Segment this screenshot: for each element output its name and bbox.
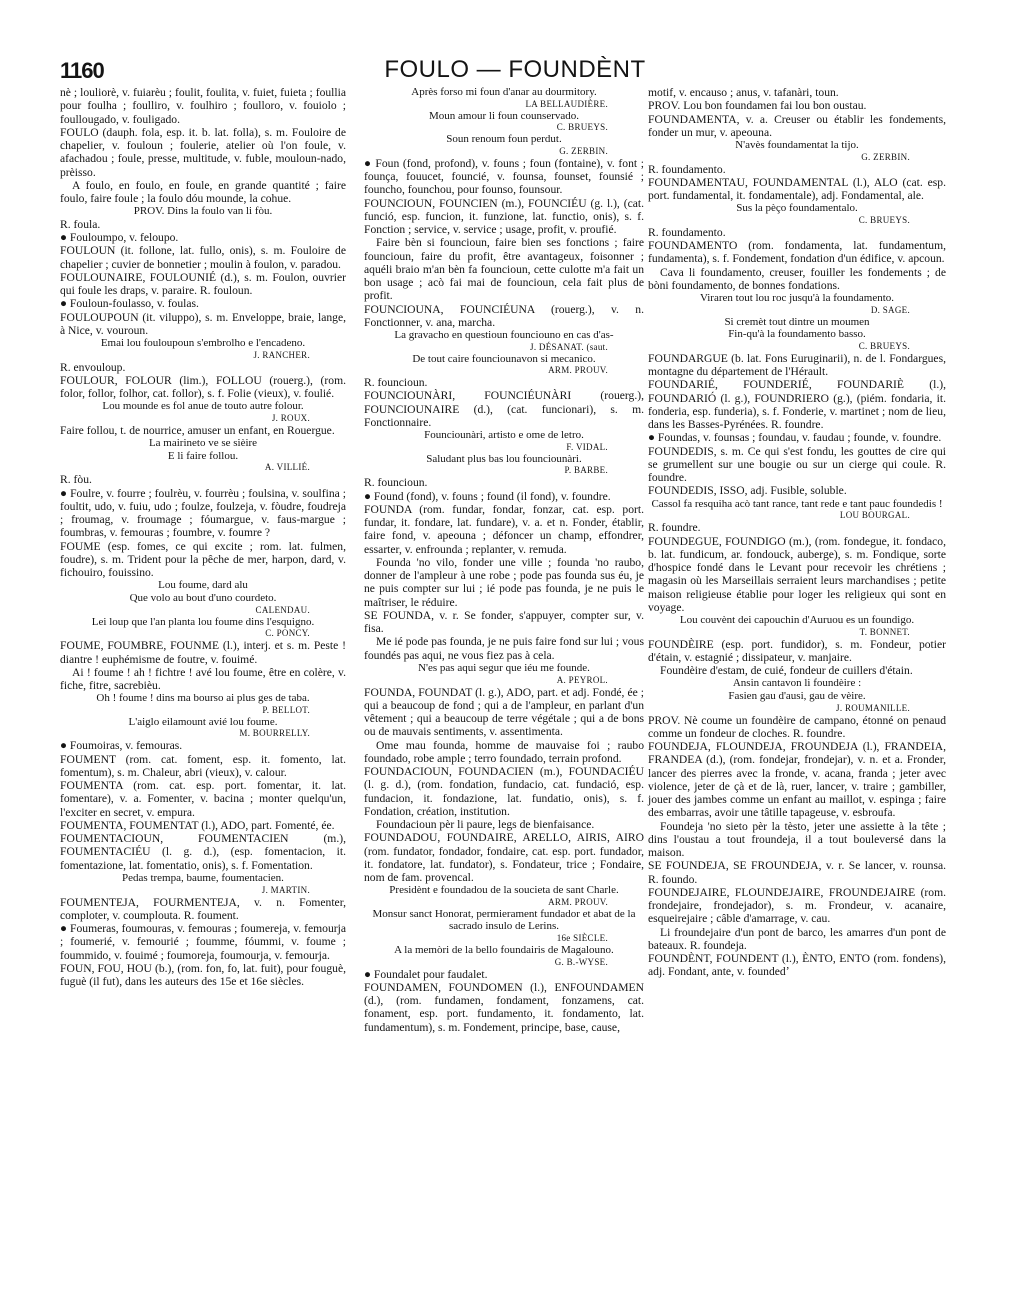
dictionary-entry: Li froundejaire d'un pont de barco, les amarres d'un pont de bateaux. R. foundeja. <box>648 925 946 952</box>
dictionary-entry: FOUNDARGUE (b. lat. Fons Euruginarii), n. de l. Fondargues, montagne du département de l'Hérault. <box>648 351 946 379</box>
quotation-attribution: J. ROUMANILLE. <box>836 702 910 713</box>
dictionary-entry: FOUNDA (rom. fundar, fondar, fonzar, cat. esp. port. fundar, it. fondare, lat. fundare), v. a. et n. Fonder, établir, faire fond, v. apeouna ; défoncer un champ, effondrer, essarter, v. enfrounda ; replanter, v. remuda. <box>364 502 644 556</box>
quotation-line: Viraren tout lou roc jusqu'à la foundamento. <box>699 292 895 305</box>
dictionary-entry: R. envouloup. <box>60 360 126 374</box>
quotation-line: Si cremèt tout dintre un moumen <box>724 315 870 328</box>
dictionary-entry: FOUNDARIÉ, FOUNDERIÉ, FOUNDARIÈ (l.), FOUNDARIÓ (l. g.), FOUNDRIERO (g.), (piém. fondaria, it. fonderia, esp. funderia), s. f. Fonderie, v. martinet ; nom de lieu, dans les Basses-Pyrénées. R. foundre. <box>648 378 946 432</box>
quotation-attribution: A. PEYROL. <box>556 674 608 685</box>
dictionary-entry: motif, v. encauso ; anus, v. tafanàri, toun. <box>648 86 839 99</box>
dictionary-entry: Founda 'no vilo, fonder une ville ; founda 'no raubo, donner de l'ampleur à une robe ; pode pas founda sus éu, je ne puis compter sur lui ; ié pode pas founda, je ne puis le maîtriser, le réduire. <box>364 555 644 609</box>
quotation-attribution: G. B.-WYSE. <box>554 956 608 967</box>
dictionary-entry: ● Foundas, v. founsas ; foundau, v. faudau ; founde, v. foundre. <box>648 431 942 445</box>
dictionary-entry: FOUMENTA, FOUMENTAT (l.), ADO, part. Fomenté, ée. <box>60 818 335 832</box>
quotation-attribution: J. DÉSANAT. (saut. <box>530 341 608 352</box>
page-number: 1160 <box>60 58 104 83</box>
dictionary-entry: Cava li foundamento, creuser, fouiller les fondements ; de bòni foundamento, de bonnes fondations. <box>648 265 946 292</box>
quotation-attribution: C. PONCY. <box>265 628 310 639</box>
quotation-line: E li faire follou. <box>167 449 239 462</box>
text-column-3 <box>648 86 946 979</box>
quotation-attribution: P. BARBE. <box>564 465 608 476</box>
dictionary-entry: A foulo, en foulo, en foule, en grande quantité ; faire foulo, faire foule ; la foulo dóu mounde, la cohue. <box>60 178 346 205</box>
dictionary-entry: FOUNCIOUN, FOUNCIEN (m.), FOUNCIÉU (g. l.), (cat. funció, esp. funcion, it. funzione, lat. functio, onis), s. f. Fonction ; service, v. service ; usage, profit, v. proufié. <box>364 196 644 237</box>
dictionary-entry: FOUNDAMENTO (rom. fondamenta, lat. fundamentum, fundamenta), s. f. Fondement, fondation d'un édifice, v. apcoun. <box>648 239 946 266</box>
quotation-line: La mairineto ve se sièire <box>148 437 258 450</box>
dictionary-entry: FOUNDEGUE, FOUNDIGO (m.), (rom. fondegue, it. fondaco, b. lat. fundicum, ar. fondouck, auberge), s. m. Fondique, sorte d'hospice fondé dans le Levant pour recevoir les chrétiens ; magasin où les Marseillais serraient leurs marchandises ; petite maison religieuse établie pour loger les religieux qui sont en voyage. <box>648 534 946 614</box>
dictionary-entry: FOULOUN (it. follone, lat. fullo, onis), s. m. Fouloire de chapelier ; cuvier de bonnetier ; moulin à foulon, v. paradou. <box>60 244 346 271</box>
quotation-attribution: D. SAGE. <box>870 304 910 315</box>
quotation-line: A la memòri de la bello foundairis de Magalouno. <box>394 944 614 957</box>
dictionary-entry: R. founcioun. <box>364 376 428 390</box>
dictionary-entry: ● Foumoiras, v. femouras. <box>60 739 183 753</box>
dictionary-entry: FOUN, FOU, HOU (b.), (rom. fon, fo, lat. fuit), pour fouguè, fuguè (il fut), dans les auteurs des 15e et 16e siècles. <box>60 961 346 989</box>
dictionary-entry: R. foula. <box>60 217 101 231</box>
quotation-attribution: 16e SIÈCLE. <box>556 933 608 944</box>
dictionary-entry: FOUMENTEJA, FOURMENTEJA, v. n. Fomenter, comploter, v. coumplouta. R. foument. <box>60 895 346 922</box>
dictionary-entry: FOUNDAMENTAU, FOUNDAMENTAL (l.), ALO (cat. esp. port. fundamental, it. fondamentale), adj. Fondamental, ale. <box>648 175 946 203</box>
dictionary-entry: FOUNCIOUNA, FOUNCIÉUNA (rouerg.), v. n. Fonctionner, v. ana, marcha. <box>364 302 644 329</box>
dictionary-entry: ● Fouloun-foulasso, v. foulas. <box>60 297 199 311</box>
dictionary-entry: Me ié pode pas founda, je ne puis faire fond sur lui ; vous foundés pas aqui, ne vous fiez pas à cela. <box>364 635 644 662</box>
dictionary-entry: FOUNCIOUNÀRI, FOUNCIÉUNÀRI (rouerg.), FOUNCIOUNAIRE (d.), (cat. funcionari), s. m. Fonctionnaire. <box>364 389 644 429</box>
quotation-line: N'es pas aqui segur que iéu me founde. <box>418 661 590 674</box>
dictionary-entry: R. foundamento. <box>648 225 726 239</box>
running-head: FOULO — FOUNDÈNT <box>384 56 646 83</box>
dictionary-entry: FOUNDÈIRE (esp. port. fundidor), s. m. Fondeur, potier d'étain, v. estagnié ; dissipateur, v. manjaire. <box>648 637 946 664</box>
dictionary-entry: Ome mau founda, homme de mauvaise foi ; raubo foundado, robe ample ; terro foundado, terrain profond. <box>364 738 644 765</box>
dictionary-entry: FOUNDEDIS, s. m. Ce qui s'est fondu, les gouttes de cire qui se grumellent sur une bougie ou sur un cierge qui coule. R. foundre. <box>648 444 946 485</box>
quotation-line: Presidènt e foundadou de la soucieta de sant Charle. <box>389 884 619 897</box>
quotation-attribution: T. BONNET. <box>859 626 910 637</box>
quotation-line: Ansin cantavon li foundèire : <box>732 677 862 690</box>
dictionary-entry: FOUME (esp. fomes, ce qui excite ; rom. lat. fulmen, foudre), s. m. Trident pour la pêche de mer, harpon, dard, v. fichouiro, fouissino. <box>60 539 346 580</box>
quotation-line: Fin-qu'à la foundamento basso. <box>728 328 866 341</box>
quotation-line: PROV. Dins la foulo van li fòu. <box>133 205 273 218</box>
dictionary-entry: SE FOUNDEJA, SE FROUNDEJA, v. r. Se lancer, v. rounsa. R. foundo. <box>648 859 946 886</box>
text-column-1 <box>60 86 346 988</box>
quotation-attribution: P. BELLOT. <box>262 704 310 715</box>
quotation-line: Monsur sanct Honorat, permierament fundador et abat de la sacrado insulo de Lerins. <box>372 907 636 933</box>
dictionary-entry: FOUNDEJAIRE, FLOUNDEJAIRE, FROUNDEJAIRE (rom. frondejaire, frondejador), s. m. Frondeur, v. acanaire, esqueirejaire ; câble d'amarrage, v. cau. <box>648 885 946 926</box>
quotation-line: Lou foume, dard alu <box>158 579 248 592</box>
quotation-attribution: J. ROUX. <box>271 413 310 424</box>
quotation-attribution: LA BELLAUDIÈRE. <box>525 98 608 109</box>
text-column-2 <box>364 86 644 1034</box>
quotation-line: Lou couvènt dei capouchin d'Auruou es un foundigo. <box>679 614 915 627</box>
quotation-line: La gravacho en questioun founciouno en cas d'as- <box>394 329 614 342</box>
dictionary-entry: R. foundre. <box>648 521 701 535</box>
quotation-line: Saludant plus bas lou founciounàri. <box>426 452 582 465</box>
quotation-attribution: C. BRUEYS. <box>556 122 608 133</box>
dictionary-entry: Faire bèn si founcioun, faire bien ses fonctions ; faire founcioun, faire du profit, être avantageux, foisonner ; aquéli braio m'an bèn fa founcioun, cette culotte m'a fait un bon usage ; acò fai mai de founcioun, cela fait plus de profit. <box>364 236 644 303</box>
quotation-line: N'avès foundamentat la tijo. <box>735 139 859 151</box>
dictionary-entry: FOUNDA, FOUNDAT (l. g.), ADO, part. et adj. Fondé, ée ; qui a beaucoup de fond ; qui a de l'ampleur, en parlant d'un vêtement ; qui a beaucoup de terre végétale ; qui a de bons ou de mauvais sentiments, v. assentimenta. <box>364 685 644 739</box>
dictionary-entry: FOUMENTA (rom. cat. esp. port. fomentar, it. lat. fomentare), v. a. Fomenter, v. bacina ; monter quelqu'un, l'exciter en secret, v. empura. <box>60 779 346 819</box>
quotation-line: Emai lou fouloupoun s'embrolho e l'encadeno. <box>100 337 306 350</box>
quotation-line: Founciounàri, artisto e ome de letro. <box>424 429 584 442</box>
dictionary-entry: nè ; louliorè, v. fuiarèu ; foulit, foulita, v. fuiet, fuieta ; foullia pour foulha ; foulliro, v. foulhiro ; foulloro, v. fouiolo ; foullougado, v. fouligado. <box>60 86 346 126</box>
dictionary-entry: FOULOUNAIRE, FOULOUNIÉ (d.), s. m. Foulon, ouvrier qui foule les draps, v. paraire. R. fouloun. <box>60 270 346 298</box>
dictionary-entry: ● Foundalet pour faudalet. <box>364 967 488 981</box>
quotation-attribution: C. BRUEYS. <box>858 214 910 225</box>
quotation-line: Après forso mi foun d'anar au dourmitory. <box>411 86 597 98</box>
dictionary-entry: Foundacioun pèr li paure, legs de bienfaisance. <box>376 818 595 831</box>
quotation-line: L'aiglo eilamount avié lou foume. <box>128 715 278 728</box>
dictionary-entry: Foundeja 'no sieto pèr la tèsto, jeter une assiette à la tête ; dins l'oustau a tout froundeja, il a tout bouleversé dans la maison. <box>648 819 946 860</box>
quotation-line: Fasien gau d'ausi, gau de vèire. <box>728 690 866 702</box>
dictionary-entry: FOULOUR, FOLOUR (lim.), FOLLOU (rouerg.), (rom. folor, follor, folhor, cat. follor), s. f. Folie (vieux), v. foulié. <box>60 373 346 401</box>
dictionary-entry: FOUNDAMENTA, v. a. Creuser ou établir les fondements, fonder un mur, v. apeouna. <box>648 112 946 139</box>
dictionary-entry: ● Fouloumpo, v. feloupo. <box>60 231 179 245</box>
dictionary-entry: PROV. Nè coume un foundèire de campano, étonné on penaud comme un fondeur de cloches. R. foundre. <box>648 713 946 740</box>
dictionary-entry: PROV. Lou bon foundamen fai lou bon oustau. <box>648 99 867 113</box>
dictionary-entry: FOUME, FOUMBRE, FOUNME (l.), interj. et s. m. Peste ! diantre ! euphémisme de foutre, v. fouimé. <box>60 639 346 666</box>
quotation-line: Cassol fa resquiha acò tant rance, tant rede e tant pauc foundedis ! <box>651 497 943 510</box>
dictionary-entry: FOUNDACIOUN, FOUNDACIEN (m.), FOUNDACIÉU (l. g. d.), (rom. fondation, fundacio, cat. fundació, esp. fundacion, it. fondazione, lat. fundatio, onis), s. f. Fondation, création, institution. <box>364 765 644 818</box>
quotation-attribution: G. ZERBIN. <box>861 151 910 162</box>
dictionary-entry: Ai ! foume ! ah ! fichtre ! avé lou foume, être en colère, v. fiche, fitre, sacrebièu. <box>60 665 346 692</box>
dictionary-entry: FOUNDEDIS, ISSO, adj. Fusible, soluble. <box>648 484 847 498</box>
quotation-attribution: F. VIDAL. <box>566 441 608 452</box>
quotation-attribution: G. ZERBIN. <box>559 145 608 156</box>
dictionary-entry: SE FOUNDA, v. r. Se fonder, s'appuyer, compter sur, v. fisa. <box>364 608 644 636</box>
dictionary-entry: R. foundamento. <box>648 162 726 176</box>
dictionary-entry: ● Found (fond), v. founs ; found (il fond), v. foundre. <box>364 489 611 503</box>
quotation-attribution: C. BRUEYS. <box>858 340 910 351</box>
quotation-attribution: J. MARTIN. <box>261 884 310 895</box>
dictionary-entry: R. founcioun. <box>364 476 428 490</box>
dictionary-entry: Foundèire d'estam, de cuié, fondeur de cuillers d'étain. <box>660 664 913 678</box>
quotation-line: Moun amour li foun counservado. <box>429 109 579 122</box>
quotation-attribution: CALENDAU. <box>255 604 310 615</box>
dictionary-entry: FOUNDAMEN, FOUNDOMEN (l.), ENFOUNDAMEN (d.), (rom. fundamen, fondament, fonzamens, cat. fonament, esp. port. fundamento, it. fondamento, lat. fundamentum), s. m. Fondement, principe, base, cause, <box>364 980 644 1034</box>
dictionary-entry: Faire follou, t. de nourrice, amuser un enfant, en Rouergue. <box>60 424 335 438</box>
dictionary-entry: ● Foumeras, foumouras, v. femouras ; foumereja, v. femourja ; foumerié, v. femourié ; foumme, fóummi, v. foume ; foummido, v. fouimé ; foumoreja, foumourja, v. femourja. <box>60 922 346 962</box>
quotation-line: Lou mounde es fol anue de touto autre folour. <box>102 400 304 413</box>
dictionary-entry: R. fòu. <box>60 473 92 487</box>
quotation-line: Oh ! foume ! dins ma bourso ai plus ges de taba. <box>96 692 310 705</box>
dictionary-entry: FOUNDEJA, FLOUNDEJA, FROUNDEJA (l.), FRANDEIA, FRANDEA (d.), (rom. fondejar, frondejar), v. n. et a. Fronder, lancer des pierres avec la fronde, v. acana, franda ; jeter avec violence, jeter de çà et de là, ruer, lancer, v. traire ; gambiller, jouer des jambes comme un enfant au maillot, v. espinga ; faire des embarras, avoir une tâtille tapageuse, v. esbroufa. <box>648 740 946 820</box>
quotation-attribution: ARM. PROUV. <box>548 365 608 376</box>
quotation-line: Pedas trempa, baume, foumentacien. <box>122 871 284 884</box>
quotation-attribution: ARM. PROUV. <box>548 896 608 907</box>
quotation-line: Que volo au bout d'uno courdeto. <box>129 592 277 605</box>
quotation-attribution: J. RANCHER. <box>253 349 310 360</box>
quotation-line: Soun renoum foun perdut. <box>446 133 562 146</box>
quotation-attribution: LOU BOURGAL. <box>839 510 910 521</box>
dictionary-entry: FOULOUPOUN (it. viluppo), s. m. Enveloppe, braie, lange, à Nice, v. vouroun. <box>60 310 346 337</box>
dictionary-entry: FOUMENTACIOUN, FOUMENTACIEN (m.), FOUMENTACIÉU (l. g. d.), (esp. fomentacion, it. fomentazione, lat. fomentatio, onis), s. f. Fomentation. <box>60 832 346 872</box>
dictionary-entry: FOUNDÈNT, FOUNDENT (l.), ÈNTO, ENTO (rom. fondens), adj. Fondant, ante, v. foundedʼ <box>648 952 946 979</box>
dictionary-entry: FOULO (dauph. fola, esp. it. b. lat. folla), s. m. Fouloire de chapelier, v. fouloun ; foulerie, atelier où l'on foule, v. afachadou ; foule, presse, multitude, v. fuble, mouloun-nado, prèisso. <box>60 125 346 179</box>
quotation-attribution: M. BOURRELLY. <box>239 728 310 739</box>
quotation-line: Sus la pèço foundamentalo. <box>736 202 858 215</box>
quotation-attribution: A. VILLIÉ. <box>264 462 310 473</box>
dictionary-entry: ● Foulre, v. fourre ; foulrèu, v. fourrèu ; foulsina, v. soulfina ; foultit, udo, v. fuiu, udo ; foulze, foulzeja, v. fòudre, foudreja ; froumag, v. froumage ; fóumargue, v. faus-margue ; foumbras, v. femouras ; foumbre, v. foumre ? <box>60 486 346 540</box>
quotation-line: Lei loup que l'an planta lou foume dins l'esquigno. <box>91 615 315 628</box>
dictionary-entry: ● Foun (fond, profond), v. founs ; foun (fontaine), v. font ; founça, fouucet, founcié, v. founsa, founset, founsié ; founcho, founchou, pour founso, founsour. <box>364 156 644 197</box>
dictionary-entry: FOUNDADOU, FOUNDAIRE, ARELLO, AIRIS, AIRO (rom. fundator, fondador, fondaire, cat. esp. port. fundador, it. fondatore, lat. fundator), s. Fondateur, trice ; Fondaire, nom de fam. provencal. <box>364 831 644 884</box>
quotation-line: De tout caire founciounavon si mecanico. <box>412 352 596 365</box>
dictionary-entry: FOUMENT (rom. cat. foment, esp. it. fomento, lat. fomentum), s. m. Chaleur, abri (vieux), v. calour. <box>60 752 346 779</box>
